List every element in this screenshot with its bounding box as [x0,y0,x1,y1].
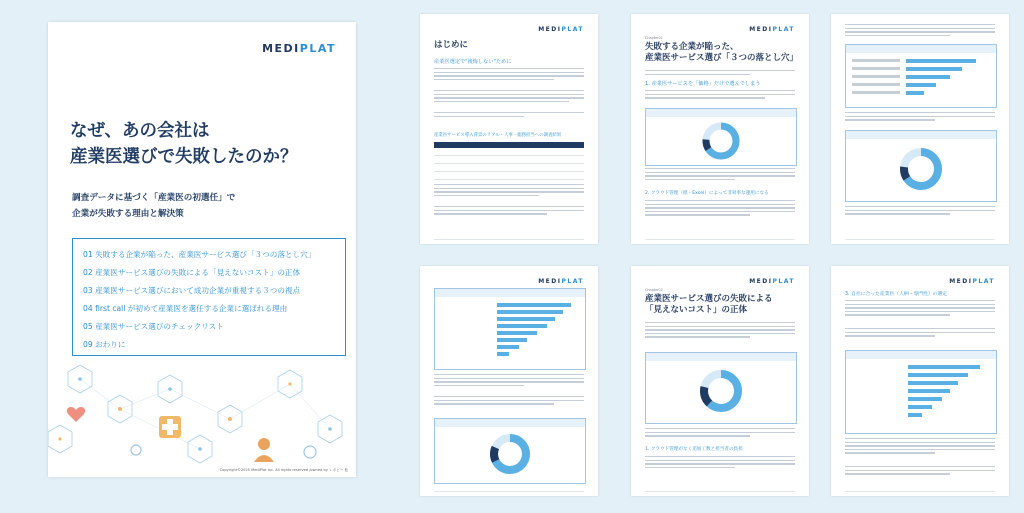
survey-table [434,142,584,180]
body-text [845,438,995,456]
bar-chart [846,53,996,105]
chapter-label: Chapter01 [645,36,663,40]
mediplat-logo: MEDIPLAT [262,42,336,55]
donut-chart-box [434,418,586,484]
mediplat-logo: MEDIPLAT [538,26,584,33]
body-text [645,322,795,340]
mediplat-logo: MEDIPLAT [749,278,795,285]
mediplat-logo: MEDIPLAT [949,278,995,285]
page-intro [420,14,598,244]
stethoscope-icon [131,445,141,455]
toc-item-09: 09 おわりに [83,340,126,349]
cover-title-line2: 産業医選びで失敗したのか？ [70,147,298,167]
page-chart-continued [831,14,1009,244]
toc-item-03: 03 産業医サービス選びにおいて成功企業が重視する３つの視点 [83,286,301,295]
toc-item-05: 05 産業医サービス選びのチェックリスト [83,322,224,331]
heart-icon [67,407,85,422]
body-text [434,206,584,217]
donut-chart [435,427,585,481]
body-text [845,300,995,318]
body-text [845,466,995,477]
body-text [845,328,995,339]
body-text [434,184,584,198]
body-text [434,396,584,407]
bar-chart-box [434,288,586,370]
page-chapter02 [631,266,809,496]
bar-chart [846,359,996,431]
cover-title [70,118,356,170]
body-text [434,374,584,388]
donut-chart-box [845,130,997,202]
toc-item-02: 02 産業医サービス選びの失敗による「見えないコスト」の正体 [83,268,301,277]
body-text [845,112,995,123]
bar-chart-box [845,44,997,108]
section-heading: 産業医選定で"後悔しない"ために [434,59,512,65]
body-text [645,70,795,77]
toc-item-01: 01 失敗する企業が陥った、産業医サービス選び「３つの落とし穴」 [83,250,316,259]
cover-title-line1: なぜ、あの会社は [70,121,210,141]
page-title: 失敗する企業が陥った、 産業医サービス選び「３つの落とし穴」 [645,42,799,63]
donut-chart-box [645,108,797,166]
bar-chart-box [845,350,997,434]
body-text [645,456,795,470]
cover-subtitle: 調査データに基づく「産業医の初選任」で 企業が失敗する理由と解決策 [72,193,236,219]
body-text [645,90,795,101]
body-text [645,200,795,218]
chapter-label: Chapter02 [645,288,663,292]
page-chart-details [420,266,598,496]
page-title: はじめに [434,40,469,50]
toc-item-04: 04 first call が初めて産業医を選任する企業に選ばれる理由 [83,304,288,313]
page-selection [831,266,1009,496]
page-title: 産業医サービス選びの失敗による 「見えないコスト」の正体 [645,294,773,315]
clock-icon [304,446,316,458]
body-text [434,68,584,82]
body-text [845,24,995,38]
mediplat-logo: MEDIPLAT [749,26,795,33]
donut-chart [646,361,796,421]
cover-copyright: Copyright©2025 MediPlat Inc. All rights reserved /owned by レボビー 他 [219,468,348,472]
page-chapter01 [631,14,809,244]
hexagon-medical-pattern [48,332,356,477]
section-heading: 2. クラウド管理（紙・Excel）によって非効率な運用になる [645,191,769,196]
body-text [645,428,795,439]
section-heading: 産業医サービス導入背景のリアル・人事・総務担当への調査結果 [434,133,562,138]
body-text [434,90,584,104]
section-heading: 1. クラウド管理がなく追加工数と担当者の負担 [645,447,743,452]
person-icon [258,438,270,450]
donut-chart [646,117,796,163]
donut-chart-box [645,352,797,424]
bar-chart [435,297,585,367]
donut-chart [846,139,996,199]
section-heading: 1. 産業医サービスを「価格」だけで選んでしまう [645,81,761,87]
body-text [434,112,584,119]
body-text [645,168,795,182]
body-text [845,206,995,217]
section-heading: 3. 自社に合った産業医（人柄・専門性）の選定 [845,292,948,297]
cover-page [48,22,356,477]
mediplat-logo: MEDIPLAT [538,278,584,285]
